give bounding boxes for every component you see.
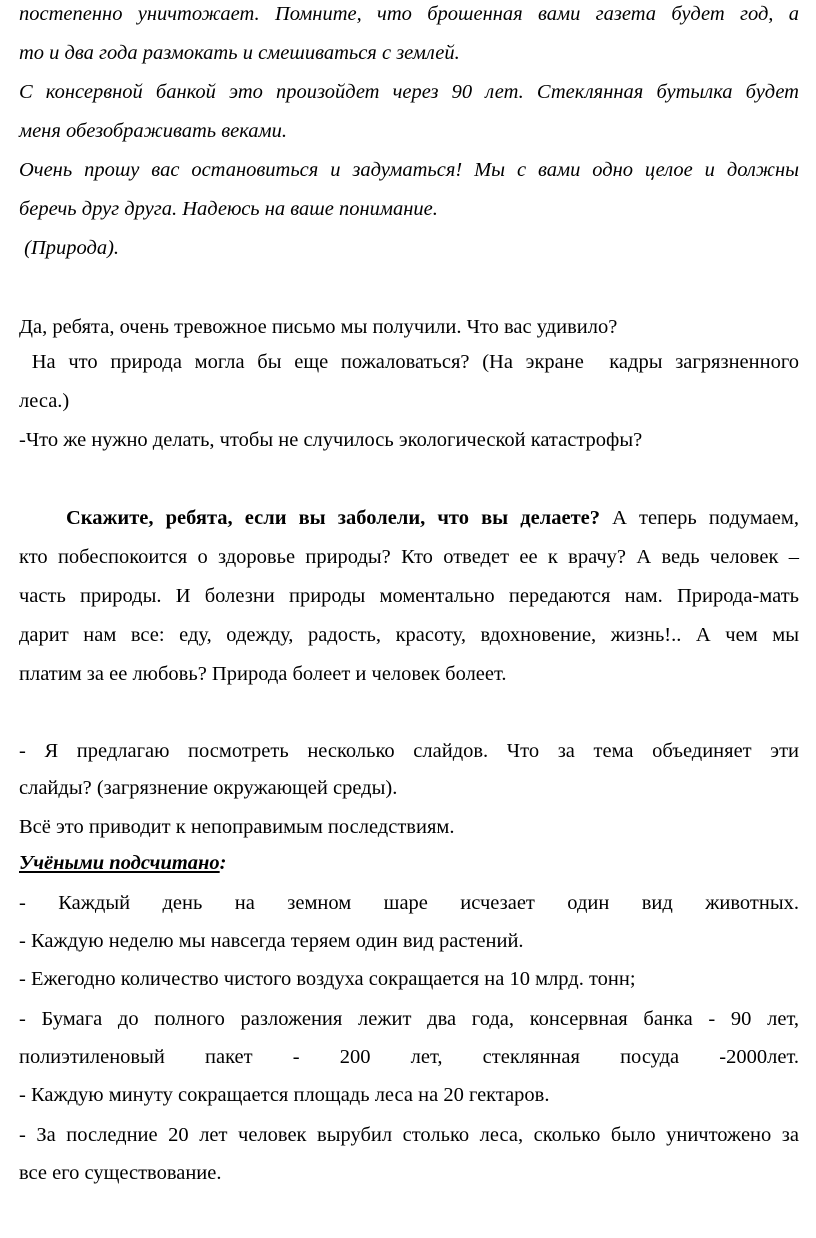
illness-question: Скажите, ребята, если вы заболели, что вы делаете? — [66, 507, 600, 529]
illness-first-line-rest: А теперь подумаем, — [600, 507, 799, 529]
fact-item: полиэтиленовый пакет - 200 лет, стеклянная посуда -2000лет. — [19, 1046, 799, 1068]
letter-line: постепенно уничтожает. Помните, что брошенная вами газета будет год, а — [19, 3, 799, 25]
facts-heading: Учёными подсчитано — [19, 852, 220, 874]
letter-line: беречь друг друга. Надеюсь на ваше понимание. — [19, 198, 438, 220]
letter-signature: (Природа). — [19, 237, 120, 259]
fact-item: - Каждую неделю мы навсегда теряем один вид растений. — [19, 930, 524, 952]
discussion-line: -Что же нужно делать, чтобы не случилось экологической катастрофы? — [19, 429, 643, 451]
slides-line: - Я предлагаю посмотреть несколько слайдов. Что за тема объединяет эти — [19, 740, 799, 762]
illness-line: часть природы. И болезни природы моментально передаются нам. Природа-мать — [19, 585, 799, 607]
facts-heading-colon: : — [219, 852, 227, 874]
letter-line: меня обезображивать веками. — [19, 120, 288, 142]
slides-line: Всё это приводит к непоправимым последствиям. — [19, 816, 455, 838]
slides-line: слайды? (загрязнение окружающей среды). — [19, 777, 398, 799]
fact-item: - Каждый день на земном шаре исчезает один вид животных. — [19, 892, 799, 914]
illness-line: платим за ее любовь? Природа болеет и человек болеет. — [19, 663, 507, 685]
facts-heading-line — [19, 851, 799, 875]
fact-item: - Бумага до полного разложения лежит два года, консервная банка - 90 лет, — [19, 1008, 799, 1030]
illness-line: кто побеспокоится о здоровье природы? Кто отведет ее к врачу? А ведь человек – — [19, 546, 799, 568]
fact-item: - Каждую минуту сокращается площадь леса на 20 гектаров. — [19, 1084, 550, 1106]
discussion-line: На что природа могла бы еще пожаловаться? (На экране кадры загрязненного — [19, 351, 799, 373]
letter-line: Очень прошу вас остановиться и задуматься! Мы с вами одно целое и должны — [19, 159, 799, 181]
fact-item: - Ежегодно количество чистого воздуха сокращается на 10 млрд. тонн; — [19, 968, 636, 990]
letter-line: то и два года размокать и смешиваться с землей. — [19, 42, 460, 64]
letter-line: С консервной банкой это произойдет через 90 лет. Стеклянная бутылка будет — [19, 81, 799, 103]
illness-first-line — [66, 506, 799, 530]
fact-item: - За последние 20 лет человек вырубил столько леса, сколько было уничтожено за — [19, 1124, 799, 1146]
fact-item: все его существование. — [19, 1162, 222, 1184]
discussion-line: леса.) — [19, 390, 70, 412]
discussion-line: Да, ребята, очень тревожное письмо мы получили. Что вас удивило? — [19, 316, 618, 338]
illness-line: дарит нам все: еду, одежду, радость, красоту, вдохновение, жизнь!.. А чем мы — [19, 624, 799, 646]
